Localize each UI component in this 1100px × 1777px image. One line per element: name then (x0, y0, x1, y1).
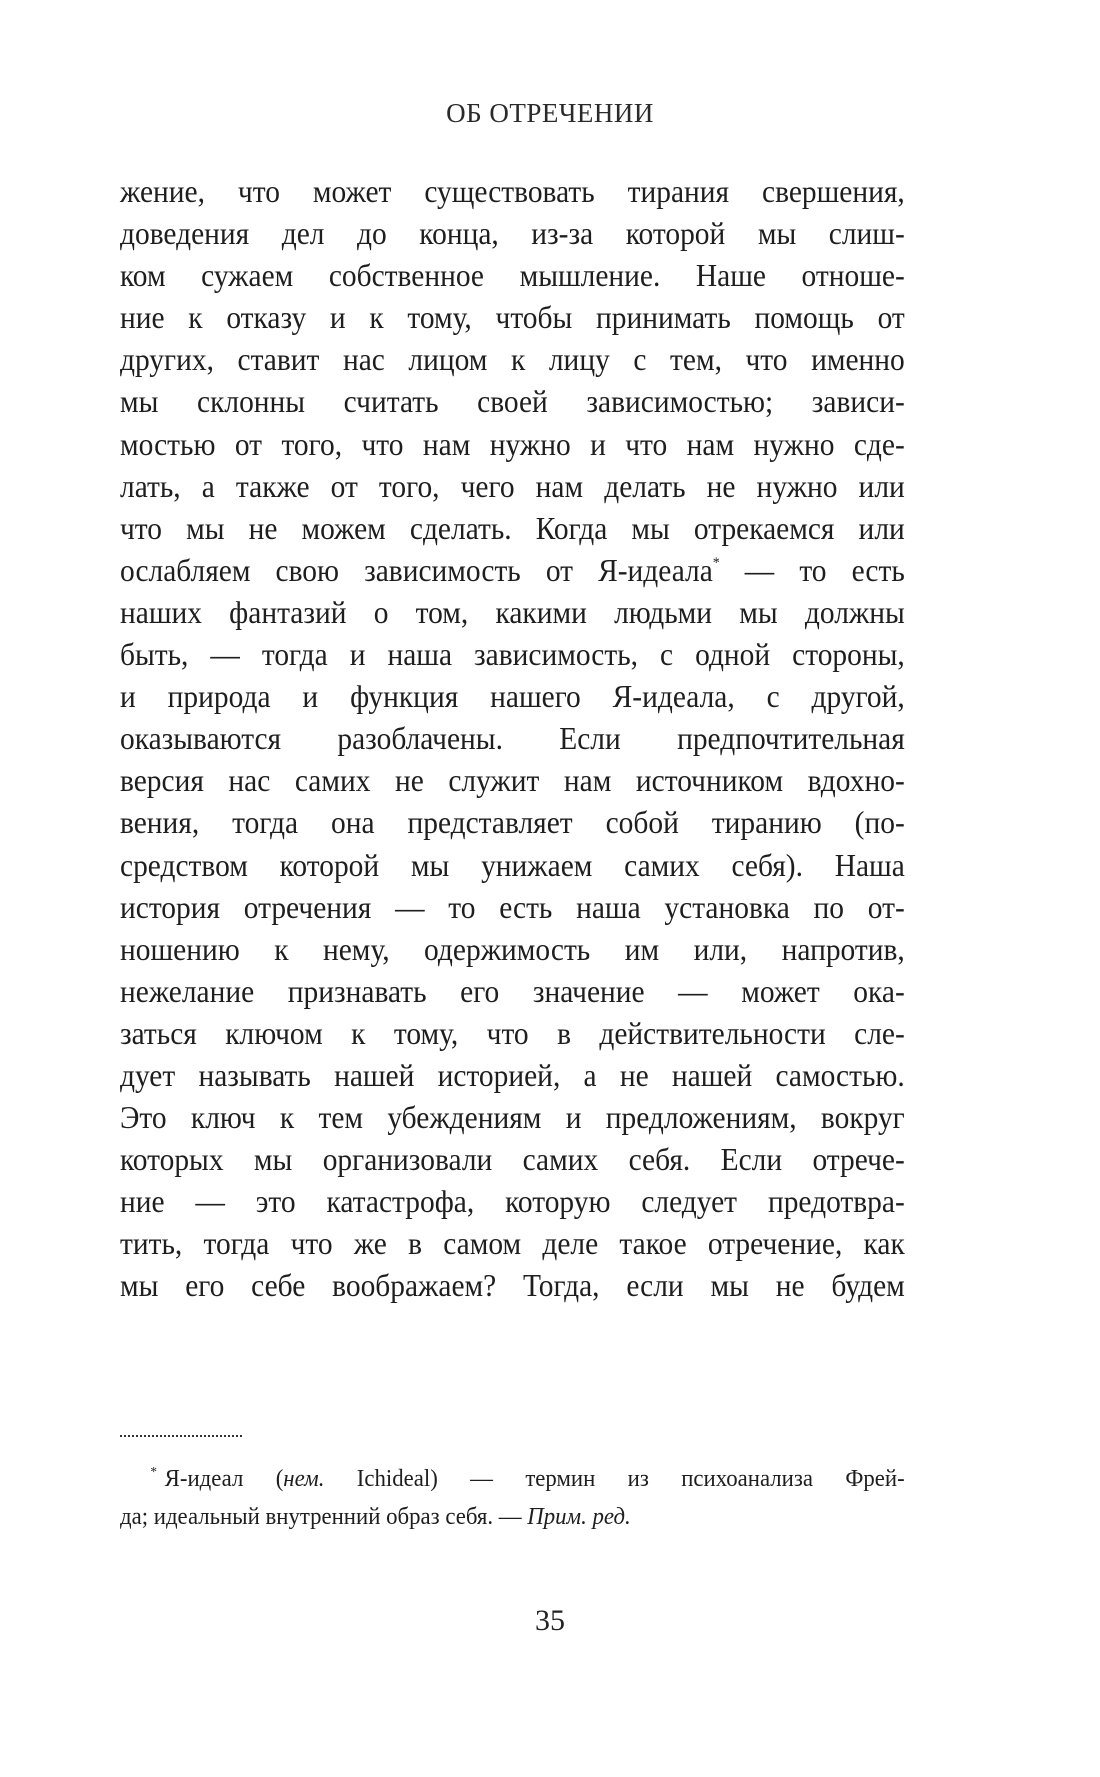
text-line: которых мы организовали самих себя. Если отрече- (120, 1141, 905, 1178)
text-line: наших фантазий о том, какими людьми мы должны (120, 593, 905, 630)
text-line: дует называть нашей историей, а не нашей самостью. (120, 1056, 905, 1093)
footnote-text: Я-идеал ( (164, 1466, 284, 1492)
text-line: мостью от того, что нам нужно и что нам нужно сде- (120, 425, 905, 462)
text-fragment: — то есть (719, 551, 905, 588)
text-line: жение, что может существовать тирания свершения, (120, 173, 905, 209)
text-line: мы склонны считать своей зависимостью; зависи- (120, 383, 905, 420)
text-line: нежелание признавать его значение — может ока- (120, 972, 905, 1009)
text-line: доведения дел до конца, из-за которой мы слиш- (120, 215, 905, 252)
footnote-italic: Прим. ред. (527, 1504, 631, 1530)
footnote-divider (120, 1435, 242, 1437)
text-line: ношению к нему, одержимость им или, напротив, (120, 930, 905, 967)
footnote-text: да; идеальный внутренний образ себя. — (120, 1504, 528, 1530)
text-line: заться ключом к тому, что в действительности сле- (120, 1014, 905, 1051)
text-line: Это ключ к тем убеждениям и предложениям, вокруг (120, 1099, 905, 1136)
footnote-italic: нем. (283, 1466, 325, 1492)
text-line: средством которой мы унижаем самих себя). Наша (120, 846, 905, 883)
footnote-line (120, 1498, 866, 1536)
text-line: и природа и функция нашего Я-идеала, с другой, (120, 678, 905, 715)
running-head: ОБ ОТРЕЧЕНИИ (446, 98, 654, 128)
text-line: ком сужаем собственное мышление. Наше отноше- (120, 257, 905, 294)
text-line: мы его себе воображаем? Тогда, если мы не будем (120, 1267, 905, 1304)
text-line: версия нас самих не служит нам источником вдохно- (120, 762, 905, 799)
text-line: быть, — тогда и наша зависимость, с одной стороны, (120, 636, 905, 673)
body-text (120, 170, 905, 1307)
text-line: история отречения — то есть наша установка по от- (120, 888, 905, 925)
text-line: вения, тогда она представляет собой тиранию (по- (120, 804, 905, 841)
text-fragment: ослабляем свою зависимость от Я-идеала (120, 551, 713, 588)
text-line: лать, а также от того, чего нам делать не нужно или (120, 467, 905, 504)
footnote-reference[interactable]: * (712, 554, 720, 571)
text-line: оказываются разоблачены. Если предпочтительная (120, 720, 905, 757)
text-line: ние к отказу и к тому, чтобы принимать помощь от (120, 299, 905, 336)
footnote-marker: * (150, 1465, 158, 1480)
text-line: ние — это катастрофа, которую следует предотвра- (120, 1183, 905, 1220)
text-line-with-footnote-ref (120, 549, 905, 591)
page-number: 35 (535, 1604, 565, 1637)
footnote (120, 1460, 905, 1536)
footnote-line (120, 1460, 905, 1498)
text-line: других, ставит нас лицом к лицу с тем, что именно (120, 341, 905, 378)
text-line: что мы не можем сделать. Когда мы отрекаемся или (120, 509, 905, 546)
footnote-text: Ichideal) — термин из психоанализа Фрей- (324, 1466, 905, 1492)
text-line: тить, тогда что же в самом деле такое отречение, как (120, 1225, 905, 1262)
